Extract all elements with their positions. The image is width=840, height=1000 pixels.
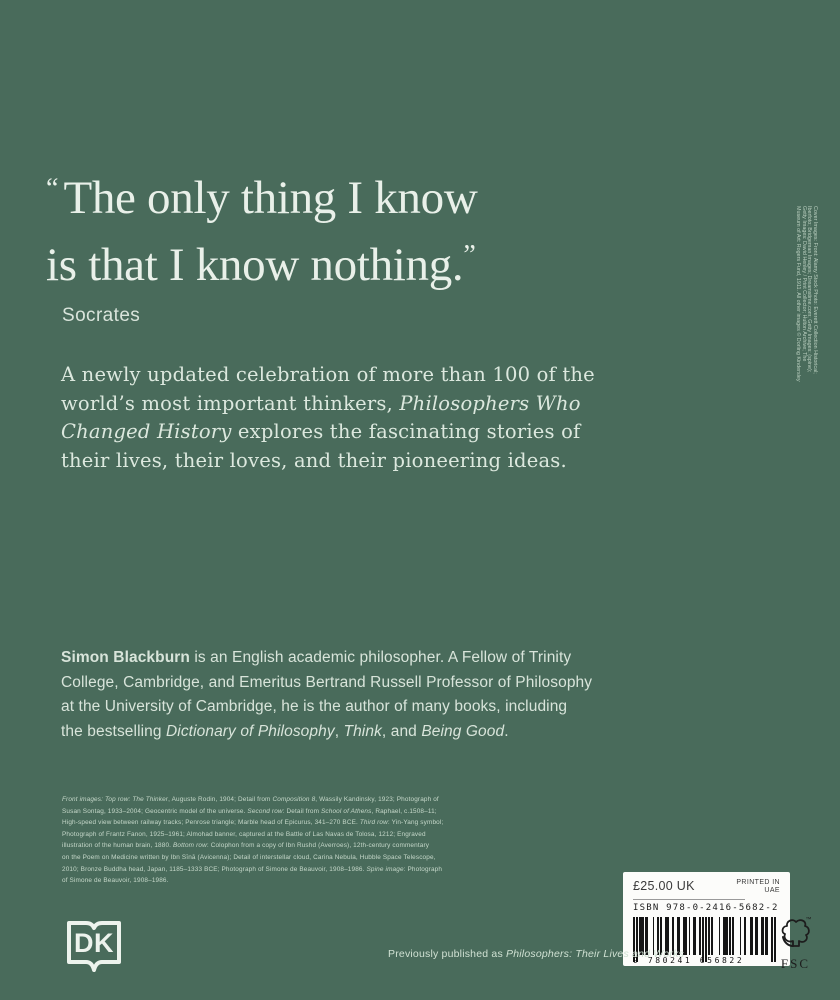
quote-attribution: Socrates: [62, 305, 141, 326]
dk-logo-text: DK: [74, 928, 114, 958]
quote-line-2: is that I know nothing.: [46, 239, 464, 291]
close-quote-mark: ”: [463, 240, 477, 271]
spine-credits: [795, 206, 817, 382]
previously-published-note: Previously published as Philosophers: Their Lives and Works: [388, 948, 685, 960]
trademark-symbol: ™: [805, 917, 812, 923]
fsc-label: FSC: [780, 956, 811, 971]
price-label: £25.00 UK: [633, 879, 695, 893]
spine-credits-line: Getty Images: David Henley / Print Collector; Hulton Archive; The: [800, 206, 807, 362]
book-description: A newly updated celebration of more than 100 of the world’s most important thinkers, Philosophers Who Changed History explores the fascinating stories of their lives, their loves, and their pioneering ideas.: [61, 363, 595, 472]
divider: [633, 899, 745, 900]
dk-logo: [62, 917, 126, 984]
spine-credits-line: Museum of Art: Rogers Fund, 1911. All other images © Dorling Kindersley: [795, 206, 802, 382]
printed-in-label: PRINTED IN UAE: [736, 879, 780, 894]
image-credits: Front images: Top row: The Thinker, Auguste Rodin, 1904; Detail from Composition 8, Wassily Kandinsky, 1923; Photograph of Susan Sontag, 1933–2004; Geocentric model of the universe. Second row: Detail from School of Athens, Raphael, c.1508–11; High-speed view between railway tracks; Penrose triangle; Marble head of Epicurus, 341–270 BCE. Third row: Yin-Yang symbol; Photograph of Frantz Fanon, 1925–1961; Almohad banner, captured at the Battle of Las Navas de Tolosa, 1212; Engraved illustration of the human brain, 1880. Bottom row: Colophon from a copy of Ibn Rushd (Averroes), 12th-century commentary on the Poem on Medicine written by Ibn Sīnā (Avicenna); Detail of interstellar cloud, Carina Nebula, Hubble Space Telescope, 2010; Bronze Buddha head, Japan, 1185–1333 BCE; Photograph of Simone de Beauvoir, 1908–1986. Spine image: Photograph of Simone de Beauvoir, 1908–1986.: [62, 796, 444, 885]
barcode-digits: 9 780241 656822: [633, 956, 745, 965]
open-book-icon: [62, 917, 126, 979]
fsc-logo: [776, 915, 816, 972]
author-bio: Simon Blackburn is an English academic philosopher. A Fellow of Trinity College, Cambridge, and Emeritus Bertrand Russell Professor of Philosophy at the University of Cambridge, he is the author of many books, including the bestselling Dictionary of Philosophy, Think, and Being Good.: [61, 649, 593, 740]
isbn-label: ISBN 978-0-2416-5682-2: [633, 903, 779, 913]
spine-credits-line: Cover Images: Front: Alamy Stock Photo: Everett Collection Historical;: [812, 206, 818, 374]
open-quote-mark: “: [46, 173, 60, 204]
quote-text: [46, 168, 477, 302]
spine-credits-line: Iberfoto; Bridgeman Images; Dreamstime.com; Getty Images: (spine);: [806, 206, 813, 373]
quote-line-1: The only thing I know: [63, 172, 478, 224]
